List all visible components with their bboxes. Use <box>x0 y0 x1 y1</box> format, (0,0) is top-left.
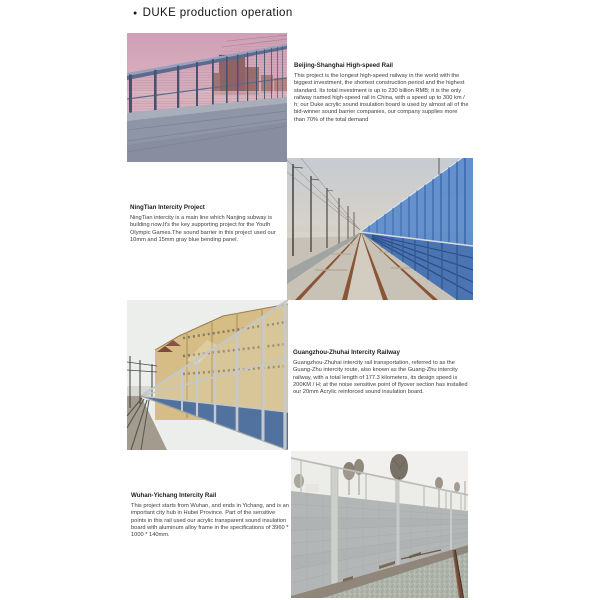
section-beijing-shanghai <box>294 62 470 124</box>
section-heading: Guangzhou-Zhuhai Intercity Railway <box>293 349 400 356</box>
photo-beijing-shanghai <box>127 33 287 162</box>
section-guangzhou-zhuhai <box>293 349 469 396</box>
section-heading: NingTian Intercity Project <box>130 204 205 211</box>
photo-wuhan-yichang-svg <box>291 451 468 598</box>
section-ningtian <box>130 204 280 244</box>
page-title <box>133 7 293 19</box>
section-wuhan-yichang <box>131 492 291 539</box>
photo-wuhan-yichang <box>291 451 468 598</box>
section-body: This project is the longest high-speed railway in the world with the biggest investment, the shortest construction period and the highest standard. Its total investment is up to 230 billion RMB; it is the only railway named high-speed rail in China, with a speed up to 300 km / h; our Duke acrylic sound insulation board is used by almost all of the bid-winner sound barrier companies, our company supplies more than 70% of the total demand <box>294 73 469 123</box>
section-body: Guangzhou-Zhuhai intercity rail transportation, referred to as the Guang-Zhu intercity route, also known as the Guang-Zhu intercity railway, with a total length of 177.3 kilometers, its design speed is 200KM / H; at the noise sensitive point of flyover section has installed our 20mm Acrylic reinforced sound insulation board. <box>293 360 468 396</box>
photo-guangzhou-zhuhai-svg <box>127 300 288 450</box>
section-body: This project starts from Wuhan, and ends in Yichang, and is an important city hub in Hubei Province. Part of the sensitive points in this rail used our acrylic transparent sound insulation board with aluminum alloy frame in the specifications of 3960 * 1000 * 140mm. <box>131 503 289 539</box>
section-heading: Wuhan-Yichang Intercity Rail <box>131 492 217 499</box>
section-body: NingTian intercity is a main line which Nanjing subway is building now.It's the key supporting project for the Youth Olympic Games.The sound barrier in this project used our 10mm and 15mm gray blue bending panel. <box>130 215 276 243</box>
bullet-icon: ● <box>133 9 138 17</box>
section-heading: Beijing-Shanghai High-speed Rail <box>294 62 394 69</box>
page-title-text: DUKE production operation <box>142 7 293 19</box>
photo-ningtian <box>287 158 473 300</box>
photo-ningtian-svg <box>287 158 473 300</box>
photo-guangzhou-zhuhai <box>127 300 288 450</box>
photo-beijing-shanghai-svg <box>127 33 287 162</box>
